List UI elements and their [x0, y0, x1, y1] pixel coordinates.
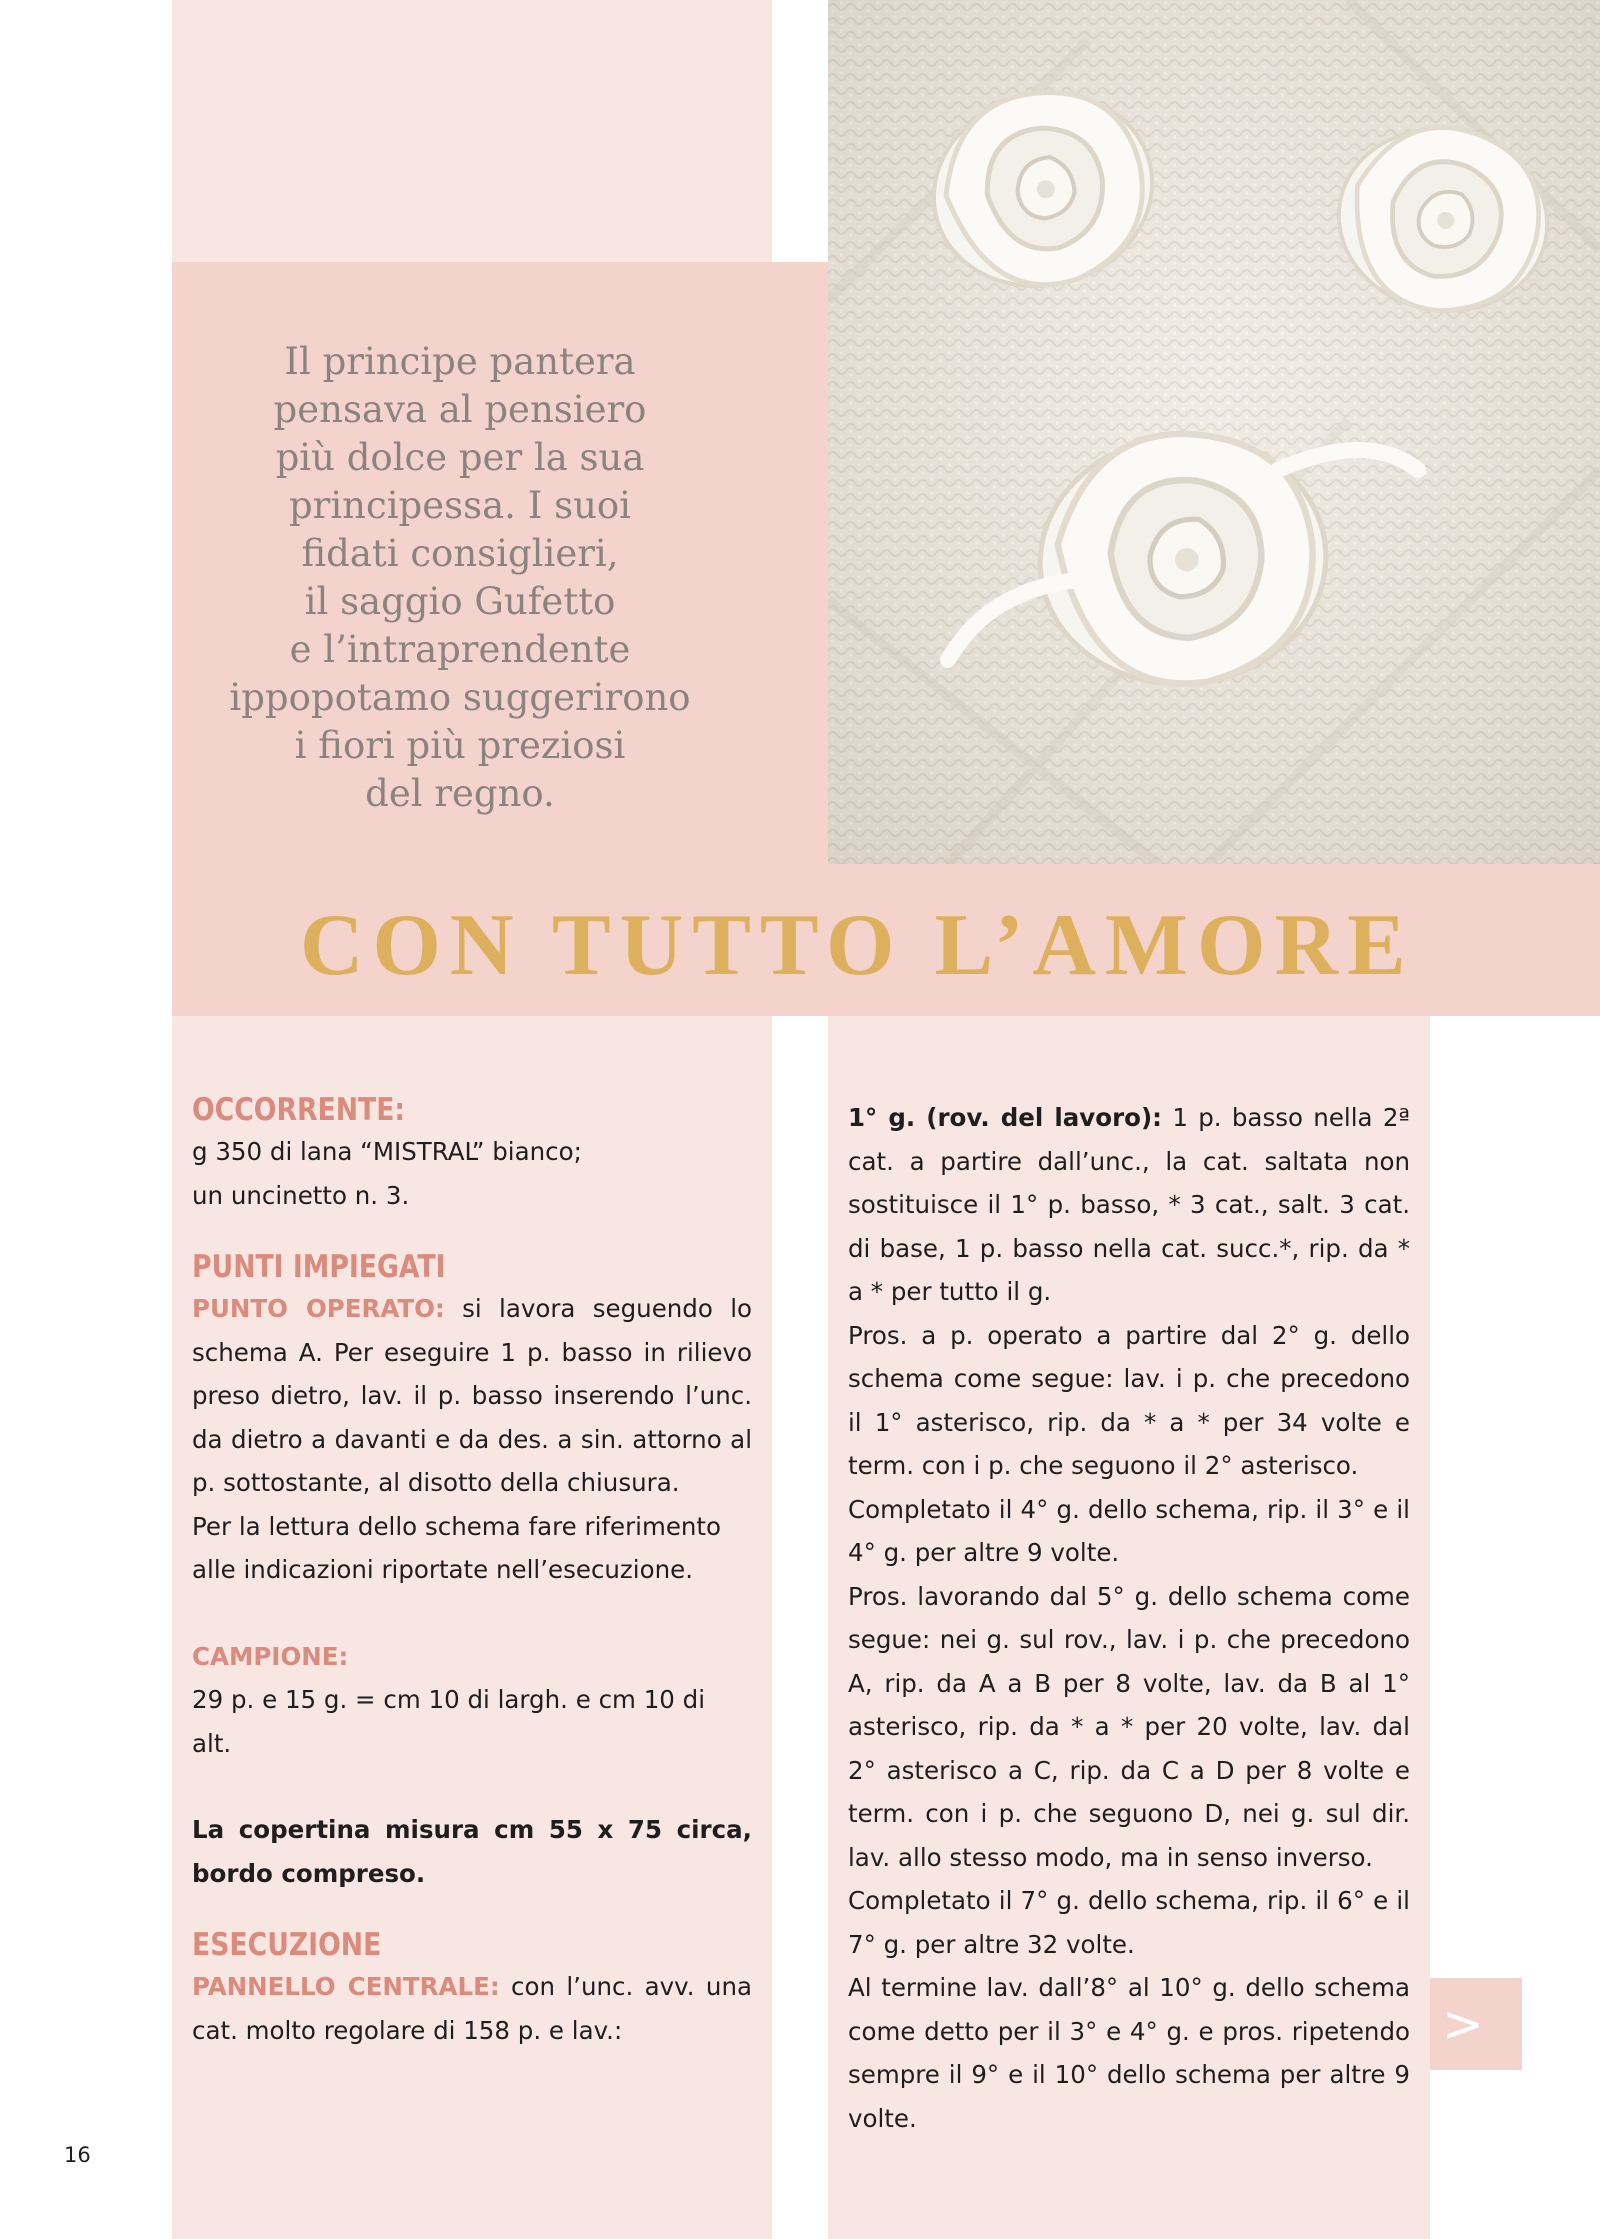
pannello-paragraph	[192, 1965, 752, 2052]
intro-line: e l’intraprendente	[289, 628, 631, 671]
occorrente-line: g 350 di lana “MISTRAL” bianco;	[192, 1137, 582, 1166]
left-column-text	[192, 1090, 752, 2052]
pannello-label: PANNELLO CENTRALE:	[192, 1972, 500, 2001]
esecuzione-heading: ESECUZIONE	[192, 1927, 382, 1963]
page-number: 16	[64, 2143, 91, 2167]
crochet-flowers-photo	[828, 0, 1600, 864]
next-page-button[interactable]: >	[1430, 1978, 1522, 2070]
row1-paragraph	[848, 1096, 1410, 1314]
right-column-text	[848, 1096, 1410, 2140]
intro-text	[210, 338, 710, 818]
intro-line: fidati consiglieri,	[301, 532, 619, 575]
instruction-paragraph: Completato il 7° g. dello schema, rip. il 6° e il 7° g. per altre 32 volte.	[848, 1886, 1410, 1959]
punto-paragraph	[192, 1287, 752, 1505]
punto-text: si lavora seguendo lo schema A. Per eseguire 1 p. basso in rilievo preso dietro, lav. il p. basso inserendo l’unc. da dietro a davanti e da des. a sin. attorno al p. sottostante, al disotto della chiusura.	[192, 1294, 752, 1497]
instruction-paragraph: Pros. lavorando dal 5° g. dello schema come segue: nei g. sul rov., lav. i p. che precedono A, rip. da A a B per 8 volte, lav. da B al 1° asterisco, rip. da * a * per 20 volte, lav. dal 2° asterisco a C, rip. da C a D per 8 volte e term. con i p. che seguono D, nei g. sul dir. lav. allo stesso modo, ma in senso inverso.	[848, 1581, 1410, 1872]
intro-line: il saggio Gufetto	[304, 580, 616, 623]
row1-text: 1 p. basso nella 2ª cat. a partire dall’unc., la cat. saltata non sostituisce il 1° p. basso, * 3 cat., salt. 3 cat. di base, 1 p. basso nella cat. succ.*, rip. da * a * per tutto il g.	[848, 1103, 1410, 1306]
occorrente-heading: OCCORRENTE:	[192, 1092, 406, 1128]
pannello-text: con l’unc. avv. una cat. molto regolare di 158 p. e lav.:	[192, 1972, 753, 2045]
intro-line: ippopotamo suggerirono	[229, 676, 691, 719]
row1-label: 1° g. (rov. del lavoro):	[848, 1103, 1162, 1132]
page-title: CON TUTTO L’AMORE	[300, 897, 1415, 994]
left-column-top-panel	[172, 0, 772, 262]
intro-line: i fiori più preziosi	[294, 724, 626, 767]
intro-line: Il principe pantera	[284, 340, 636, 383]
campione-text: 29 p. e 15 g. = cm 10 di largh. e cm 10 di alt.	[192, 1685, 706, 1758]
intro-line: principessa. I suoi	[288, 484, 632, 527]
instruction-paragraph: Al termine lav. dall’8° al 10° g. dello schema come detto per il 3° e 4° g. e pros. ripetendo sempre il 9° e il 10° dello schema per altre 9 volte.	[848, 1973, 1410, 2133]
instruction-paragraph: Completato il 4° g. dello schema, rip. il 3° e il 4° g. per altre 9 volte.	[848, 1494, 1410, 1567]
instruction-paragraph: Pros. a p. operato a partire dal 2° g. dello schema come segue: lav. i p. che precedono il 1° asterisco, rip. da * a * per 34 volte e term. con i p. che seguono il 2° asterisco.	[848, 1320, 1410, 1480]
punto-label: PUNTO OPERATO:	[192, 1294, 445, 1323]
intro-line: del regno.	[365, 772, 555, 815]
misura-paragraph: La copertina misura cm 55 x 75 circa, bordo compreso.	[192, 1815, 752, 1888]
intro-line: più dolce per la sua	[275, 436, 645, 479]
campione-label: CAMPIONE:	[192, 1641, 349, 1671]
occorrente-line: un uncinetto n. 3.	[192, 1180, 410, 1210]
lettura-paragraph: Per la lettura dello schema fare riferimento alle indicazioni riportate nell’esecuzione.	[192, 1511, 722, 1584]
intro-line: pensava al pensiero	[273, 388, 647, 431]
punti-heading: PUNTI IMPIEGATI	[192, 1249, 446, 1285]
